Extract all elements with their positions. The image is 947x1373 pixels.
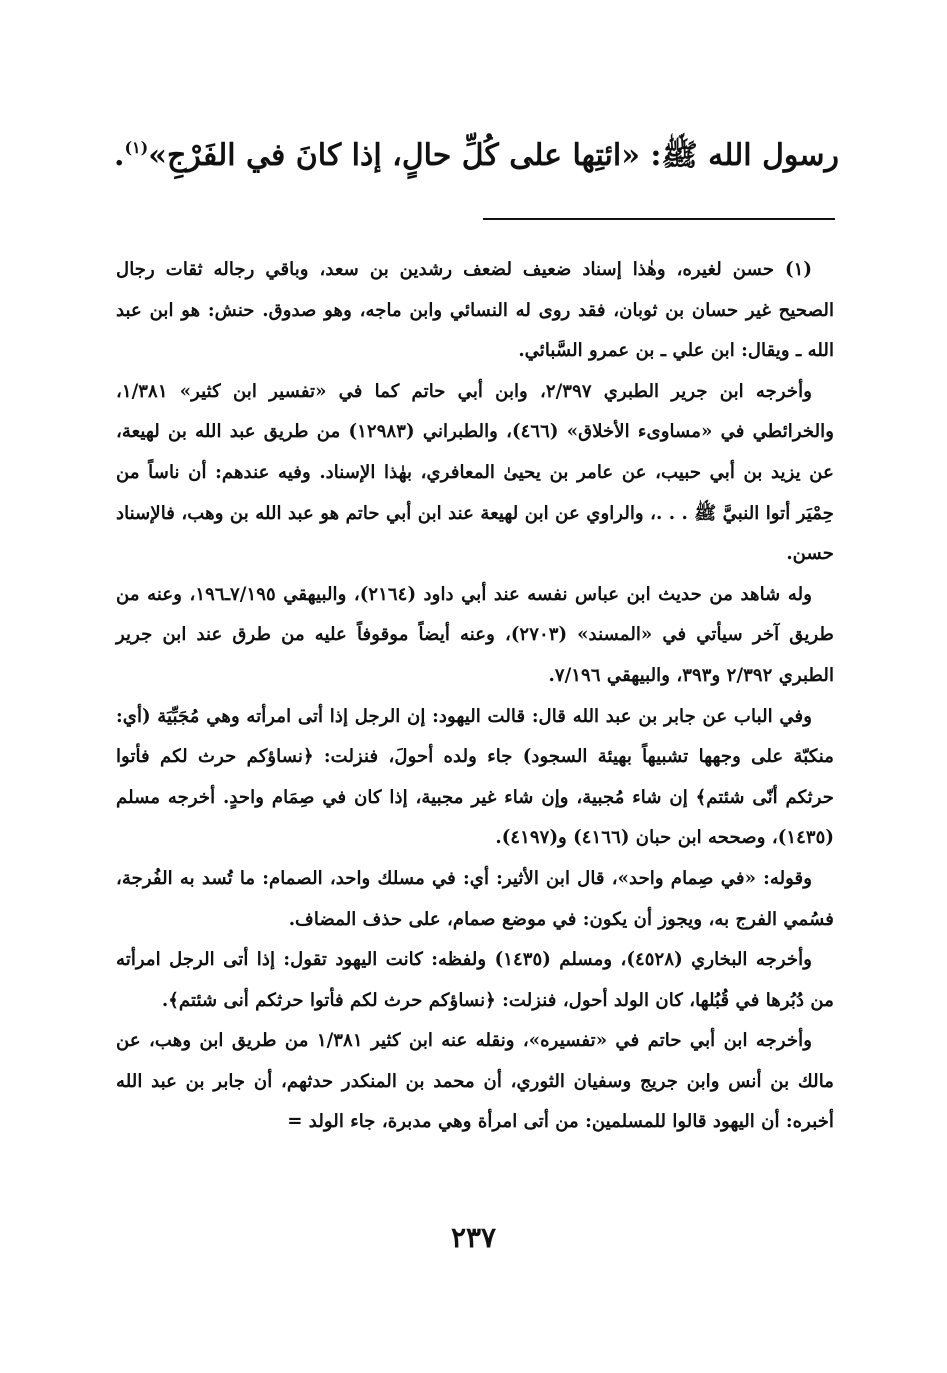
footnote-paragraph-1: (١) حسن لغيره، وهٰذا إسناد ضعيف لضعف رشدين بن سعد، وباقي رجاله ثقات رجال الصحيح غير حسان بن ثوبان، فقد روى له النسائي وابن ماجه، وهو صدوق. حنش: هو ابن عبد الله ـ ويقال: ابن علي ـ بن عمرو السَّبائي. [116, 259, 834, 362]
footnote-paragraph-7: وأخرجه ابن أبي حاتم في «تفسيره»، ونقله عنه ابن كثير ١/٣٨١ من طريق ابن وهب، عن مالك بن أنس وابن جريج وسفيان الثوري، أن محمد بن المنكدر حدثهم، أن جابر بن عبد الله أخبره: أن اليهود قالوا للمسلمين: من أتى امرأة وهي مدبرة، جاء الولد = [116, 1030, 834, 1133]
footnote-paragraph-2: وأخرجه ابن جرير الطبري ٢/٣٩٧، وابن أبي حاتم كما في «تفسير ابن كثير» ١/٣٨١، والخرائطي في «مساوىء الأخلاق» (٤٦٦)، والطبراني (١٢٩٨٣) من طريق عبد الله بن لهيعة، عن يزيد بن أبي حبيب، عن عامر بن يحيىٰ المعافري، بهٰذا الإسناد. وفيه عندهم: أن ناساً من حِمْيَر أتوا النبيَّ ﷺ . . .، والراوي عن ابن لهيعة عند ابن أبي حاتم هو عبد الله بن وهب، فالإسناد حسن. [116, 380, 834, 565]
page-number: ٢٣٧ [450, 1221, 497, 1254]
footnotes-section [116, 250, 834, 1143]
footnote-separator-line [483, 218, 835, 220]
footnote-paragraph-5: وقوله: «في صِمام واحد»، قال ابن الأثير: أي: في مسلك واحد، الصمام: ما تُسد به الفُرجة، فسُمي الفرج به، ويجوز أن يكون: في موضع صمام، على حذف المضاف. [116, 867, 834, 930]
footnote-paragraph-4: وفي الباب عن جابر بن عبد الله قال: قالت اليهود: إن الرجل إذا أتى امرأته وهي مُجَبِّيَة (أي: منكبّة على وجهها تشبيهاً بهيئة السجود) جاء ولده أحولَ، فنزلت: ﴿نساؤكم حرث لكم فأتوا حرثكم أنّى شئتم﴾ إن شاء مُجبية، وإن شاء غير مجبية، إذا كان في صِمَام واحدٍ. أخرجه مسلم (١٤٣٥)، وصححه ابن حبان (٤١٦٦) و(٤١٩٧). [116, 705, 834, 849]
main-text-line [99, 118, 839, 186]
footnote-paragraph-3: وله شاهد من حديث ابن عباس نفسه عند أبي داود (٢١٦٤)، والبيهقي ٧/١٩٥ـ١٩٦، وعنه من طريق آخر سيأتي في «المسند» (٢٧٠٣)، وعنه أيضاً موقوفاً عليه من طرق عند ابن جرير الطبري ٢/٣٩٢ و٣٩٣، والبيهقي ٧/١٩٦. [116, 583, 834, 686]
footnote-reference-mark: (١) [124, 138, 149, 157]
period: . [114, 138, 125, 173]
footnote-paragraph-6: وأخرجه البخاري (٤٥٢٨)، ومسلم (١٤٣٥) ولفظه: كانت اليهود تقول: إذا أتى الرجل امرأته من دُبُرها في قُبُلها، كان الولد أحول، فنزلت: ﴿نساؤكم حرث لكم فأتوا حرثكم أنى شئتم﴾. [116, 949, 834, 1011]
main-text: رسول الله ﷺ: «ائتِها على كُلِّ حالٍ، إذا كانَ في الفَرْجِ» [148, 138, 839, 173]
